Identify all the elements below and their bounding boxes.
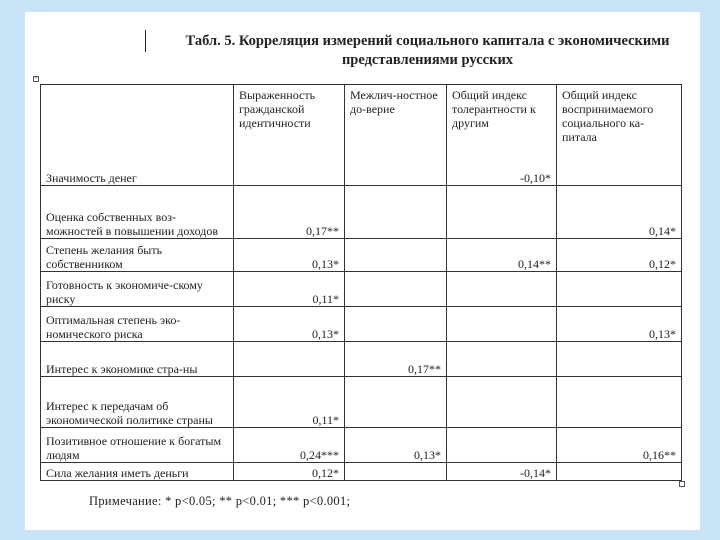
- row-label: Интерес к передачам об экономической политике страны: [41, 377, 234, 428]
- table-cell: [447, 272, 557, 307]
- table-cell: [447, 342, 557, 377]
- table-cell: [234, 342, 345, 377]
- column-header-label: Общий индекс толерантности к другим: [452, 88, 536, 130]
- table-title-line1: Табл. 5. Корреляция измерений социального капитала с экономическими: [185, 33, 670, 49]
- table-cell: [447, 377, 557, 428]
- table-cell: [447, 307, 557, 342]
- column-header: [234, 85, 345, 186]
- table-cell: 0,13*: [234, 307, 345, 342]
- table-cell: 0,13*: [234, 239, 345, 272]
- table-title: [145, 32, 710, 70]
- table-cell: 0,11*: [234, 377, 345, 428]
- row-label: Сила желания иметь деньги: [41, 463, 234, 481]
- table-cell: 0,17**: [345, 342, 447, 377]
- row-label: Оценка собственных воз-можностей в повышении доходов: [41, 186, 234, 239]
- table-cell: [557, 272, 682, 307]
- table-cell: 0,12*: [557, 239, 682, 272]
- table-cell: 0,16**: [557, 428, 682, 463]
- table-cell: 0,11*: [234, 272, 345, 307]
- table-cell: [557, 463, 682, 481]
- table-row: [41, 272, 682, 307]
- table-cell: [557, 377, 682, 428]
- table-row: [41, 186, 682, 239]
- table-cell: -0,14*: [447, 463, 557, 481]
- table-cell: [447, 428, 557, 463]
- table-row: [41, 428, 682, 463]
- table-cell: [557, 342, 682, 377]
- column-header-label: Выраженность гражданской идентичности: [239, 88, 316, 130]
- table-row: [41, 307, 682, 342]
- table-row: [41, 239, 682, 272]
- table-cell: [447, 186, 557, 239]
- table-note: Примечание: * p<0.05; ** p<0.01; *** p<0.001;: [89, 494, 351, 508]
- column-header: [345, 85, 447, 186]
- table-title-line2: представлениями русских: [341, 52, 514, 68]
- table-cell: [345, 463, 447, 481]
- table-cell: [345, 272, 447, 307]
- table-cell: 0,14*: [557, 186, 682, 239]
- column-header-label: Общий индекс воспринимаемого социального ка-питала: [562, 88, 654, 144]
- table-row: [41, 342, 682, 377]
- table-cell: 0,24***: [234, 428, 345, 463]
- row-label: Готовность к экономиче-скому риску: [41, 272, 234, 307]
- table-cell: 0,13*: [345, 428, 447, 463]
- table-resize-handle-icon[interactable]: [679, 481, 685, 487]
- row-label: Степень желания быть собственником: [41, 239, 234, 272]
- correlation-table: [40, 84, 682, 481]
- table-cell: [345, 307, 447, 342]
- row-label: Интерес к экономике стра-ны: [41, 342, 234, 377]
- table-cell: 0,13*: [557, 307, 682, 342]
- document-page: [25, 12, 700, 530]
- table-header-row: [41, 85, 682, 186]
- row-label: Позитивное отношение к богатым людям: [41, 428, 234, 463]
- table-move-handle-icon[interactable]: +: [34, 76, 38, 82]
- table-cell: [345, 377, 447, 428]
- column-header: [557, 85, 682, 186]
- table-cell: [345, 186, 447, 239]
- table-cell: 0,12*: [234, 463, 345, 481]
- table-cell: 0,14**: [447, 239, 557, 272]
- table-cell: 0,17**: [234, 186, 345, 239]
- column-header-label: Межлич-ностное до-верие: [350, 88, 438, 116]
- table-cell: [345, 239, 447, 272]
- row-label: Оптимальная степень эко-номического риска: [41, 307, 234, 342]
- header-value: -0,10*: [520, 171, 551, 185]
- corner-label: Значимость денег: [41, 85, 234, 186]
- column-header: [447, 85, 557, 186]
- table-row: [41, 377, 682, 428]
- table-row: [41, 463, 682, 481]
